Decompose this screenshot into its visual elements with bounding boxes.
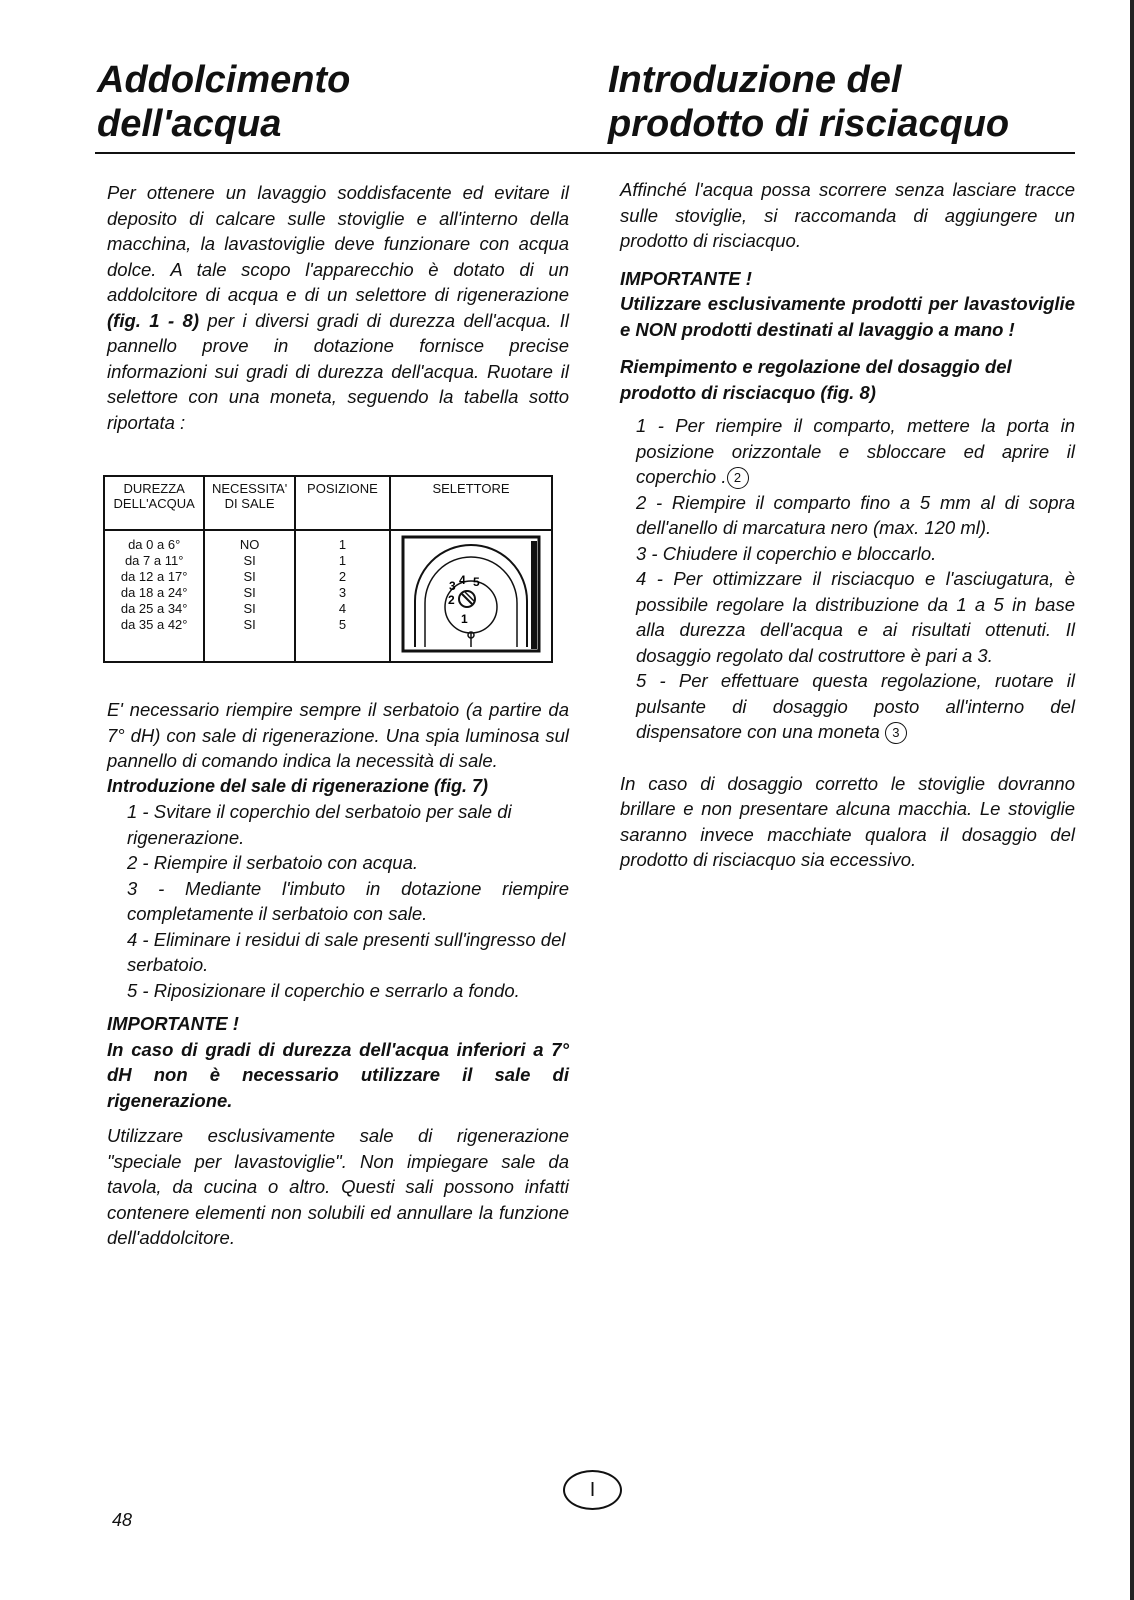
right-closing: In caso di dosaggio corretto le stoviglie dovranno brillare e non presentare alcuna macchia. Le stoviglie saranno invece macchiate qualora il dosaggio del prodotto di risciacquo sia eccessivo. <box>620 772 1075 870</box>
ref-circle: 2 <box>727 467 749 489</box>
salt-steps <box>107 799 569 1003</box>
dial-label-2: 2 <box>448 593 455 607</box>
selector-illustration <box>390 530 552 662</box>
selector-dial-icon <box>401 535 541 653</box>
left-intro: Per ottenere un lavaggio soddisfacente ed evitare il deposito di calcare sulle stoviglie e all'interno della macchina, la lavastoviglie deve funzionare con acqua dolce. A tale scopo l'apparecchio è dotato di un addolcitore di acqua e di un selettore di rigenerazione (fig. 1 - 8) per i diversi gradi di durezza dell'acqua. Il pannello prove in dotazione fornisce precise informazioni sui gradi di durezza dell'acqua. Ruotare il selettore con una moneta, seguendo la tabella sotto riportata : <box>107 182 569 433</box>
list-item: 2 - Riempire il serbatoio con acqua. <box>127 852 419 873</box>
rinse-steps <box>620 413 1075 745</box>
important-text-right: Utilizzare esclusivamente prodotti per lavastoviglie e NON prodotti destinati al lavaggio a mano ! <box>620 293 1075 340</box>
col-header-hardness: DUREZZA DELL'ACQUA <box>104 476 204 530</box>
page-number: 48 <box>112 1510 133 1530</box>
salt-heading: Introduzione del sale di rigenerazione (fig. 7) <box>107 775 489 796</box>
fill-heading: Riempimento e regolazione del dosaggio del prodotto di risciacquo (fig. 8) <box>620 356 1012 403</box>
table-row <box>104 530 552 662</box>
list-item: 5 - Riposizionare il coperchio e serrarlo a fondo. <box>127 979 520 1001</box>
list-item: 4 - Eliminare i residui di sale presenti sull'ingresso del serbatoio. <box>127 928 566 975</box>
list-item: 1 - Svitare il coperchio del serbatoio per sale di rigenerazione. <box>127 801 512 848</box>
dial-label-5: 5 <box>473 575 480 589</box>
language-badge: I <box>563 1470 622 1510</box>
salt-note: E' necessario riempire sempre il serbatoio (a partire da 7° dH) con sale di rigenerazione. Una spia luminosa sul pannello di comando indica la necessità di sale. <box>107 699 569 771</box>
list-item: 3 - Chiudere il coperchio e bloccarlo. <box>636 542 937 564</box>
dial-label-3: 3 <box>449 579 456 593</box>
water-hardness-table <box>103 475 553 663</box>
right-intro: Affinché l'acqua possa scorrere senza lasciare tracce sulle stoviglie, si raccomanda di aggiungere un prodotto di risciacquo. <box>620 179 1075 251</box>
col-header-position: POSIZIONE <box>295 476 390 530</box>
list-item: 1 - Per riempire il comparto, mettere la porta in posizione orizzontale e sbloccare ed aprire il coperchio . 2 <box>636 413 1075 490</box>
ref-circle: 3 <box>885 722 907 744</box>
right-title: Introduzione del prodotto di risciacquo <box>608 59 1010 145</box>
page-edge <box>1130 0 1134 1600</box>
list-item: 2 - Riempire il comparto fino a 5 mm al di sopra dell'anello di marcatura nero (max. 120 ml). <box>636 491 1075 538</box>
dial-label-1: 1 <box>461 612 468 626</box>
left-intro-block <box>107 180 569 435</box>
dial-label-4: 4 <box>459 573 466 587</box>
list-item: 3 - Mediante l'imbuto in dotazione riempire completamente il serbatoio con sale. <box>127 877 569 924</box>
hardness-values: da 0 a 6° da 7 a 11° da 12 a 17° da 18 a 24° da 25 a 34° da 35 a 42° <box>120 537 188 632</box>
left-title: Addolcimento dell'acqua <box>97 59 351 145</box>
important-text-left: In caso di gradi di durezza dell'acqua inferiori a 7° dH non è necessario utilizzare il sale di rigenerazione. <box>107 1038 569 1111</box>
col-header-salt: NECESSITA' DI SALE <box>204 476 295 530</box>
list-item: 5 - Per effettuare questa regolazione, ruotare il pulsante di dosaggio posto all'interno del dispensatore con una moneta 3 <box>636 668 1075 745</box>
col-header-selector: SELETTORE <box>390 476 552 530</box>
salt-values: NO SI SI SI SI SI <box>204 530 295 662</box>
important-label-right: IMPORTANTE ! <box>620 267 752 289</box>
list-item: 4 - Per ottimizzare il risciacquo e l'asciugatura, è possibile regolare la distribuzione da 1 a 5 in base alla durezza dell'acqua e ai risultati ottenuti. Il dosaggio regolato dal costruttore è pari a 3. <box>636 568 1075 666</box>
left-salt-block <box>107 697 569 1251</box>
position-values: 1 1 2 3 4 5 <box>295 530 390 662</box>
left-closing: Utilizzare esclusivamente sale di rigenerazione "speciale per lavastoviglie". Non impiegare sale da tavola, da cucina o altro. Questi sali possono infatti contenere elementi non solubili ed annullare la funzione dell'addolcitore. <box>107 1125 569 1248</box>
important-label-left: IMPORTANTE ! <box>107 1013 239 1034</box>
header-rule <box>95 152 1075 154</box>
right-block <box>620 177 1075 873</box>
